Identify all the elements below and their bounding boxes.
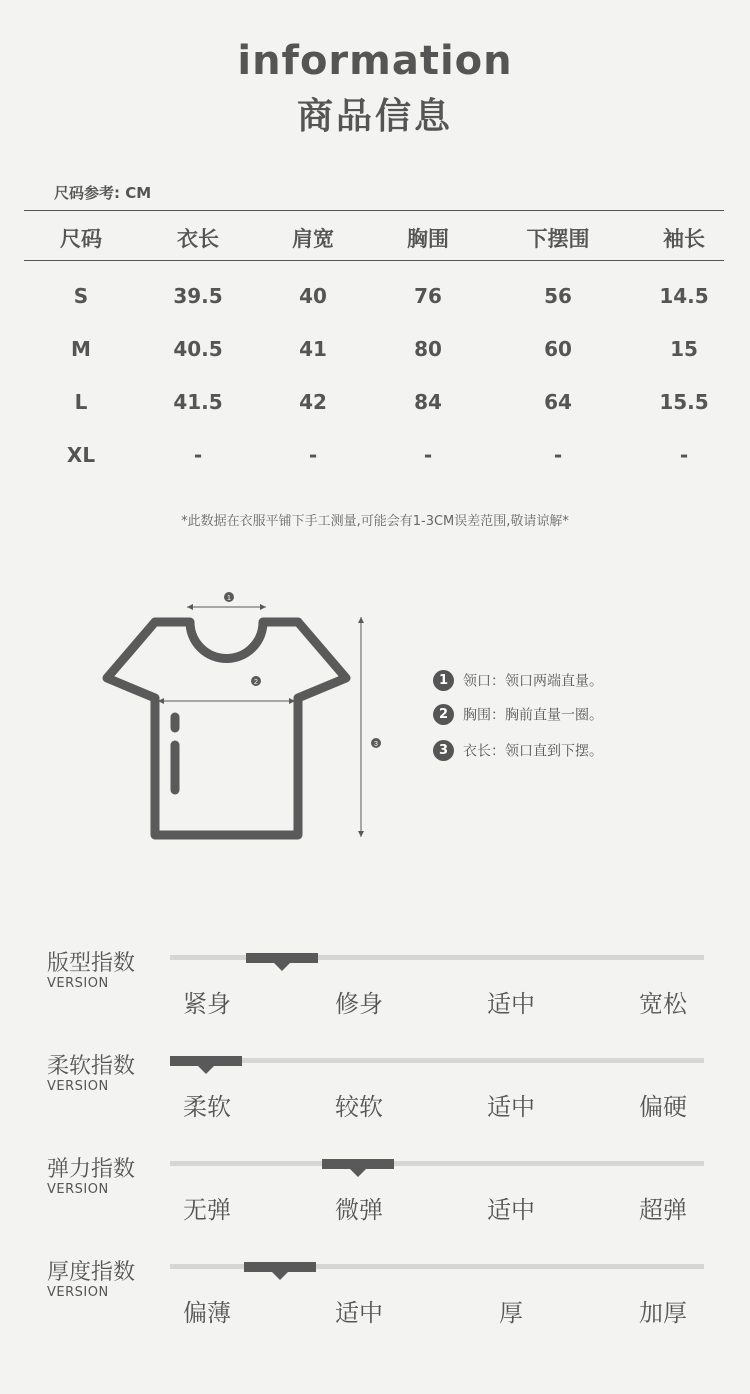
index-title: 版型指数 <box>47 951 136 976</box>
table-cell: M <box>71 337 91 361</box>
table-header-cell: 袖长 <box>663 227 705 251</box>
table-cell: 40 <box>299 284 327 308</box>
index-marker <box>244 1262 316 1272</box>
table-cell: - <box>553 443 563 467</box>
table-header-cell: 尺码 <box>60 227 102 251</box>
length-arrow-top <box>358 617 364 623</box>
neck-marker-label: 1 <box>227 595 231 602</box>
table-cell: 56 <box>544 284 572 308</box>
table-header-cell: 下摆围 <box>526 227 590 251</box>
table-cell: 76 <box>414 284 442 308</box>
index-title: 厚度指数 <box>47 1260 136 1285</box>
table-cell: S <box>73 284 89 308</box>
index-option: 偏薄 <box>183 1299 231 1327</box>
table-cell: 60 <box>544 337 572 361</box>
table-cell: 15 <box>670 337 698 361</box>
index-option: 适中 <box>487 1196 535 1224</box>
index-track <box>170 1161 704 1166</box>
legend-number: 3 <box>433 740 454 761</box>
index-option: 较软 <box>335 1093 383 1121</box>
title-cn: 商品信息 <box>296 96 453 137</box>
tshirt-diagram <box>100 585 390 854</box>
index-marker <box>170 1056 242 1066</box>
index-option: 柔软 <box>183 1093 231 1121</box>
index-option: 超弹 <box>639 1196 687 1224</box>
legend-text: 胸围：胸前直量一圈。 <box>463 707 603 724</box>
index-option: 加厚 <box>639 1299 687 1327</box>
neck-arrow-left <box>187 604 193 610</box>
index-marker <box>322 1159 394 1169</box>
table-cell: 14.5 <box>659 284 709 308</box>
table-cell: - <box>308 443 318 467</box>
index-option: 紧身 <box>183 990 231 1018</box>
table-cell: 39.5 <box>173 284 223 308</box>
index-subtitle: VERSION <box>47 1182 109 1197</box>
table-header-cell: 衣长 <box>177 227 219 251</box>
index-option: 宽松 <box>639 990 687 1018</box>
table-top-rule <box>24 210 724 211</box>
legend-item <box>433 704 603 725</box>
index-title: 柔软指数 <box>47 1054 136 1079</box>
table-header-cell: 胸围 <box>407 227 449 251</box>
table-cell: 41.5 <box>173 390 223 414</box>
index-option: 偏硬 <box>639 1093 687 1121</box>
tshirt-outline <box>107 622 346 835</box>
table-cell: L <box>74 390 88 414</box>
index-subtitle: VERSION <box>47 1285 109 1300</box>
legend-number: 1 <box>433 670 454 691</box>
table-cell: - <box>679 443 689 467</box>
index-subtitle: VERSION <box>47 976 109 991</box>
legend-item <box>433 740 603 761</box>
chest-marker-label: 2 <box>254 679 258 686</box>
table-cell: 42 <box>299 390 327 414</box>
title-en: information <box>237 38 513 84</box>
index-option: 适中 <box>487 990 535 1018</box>
table-cell: 64 <box>544 390 572 414</box>
legend-number: 2 <box>433 704 454 725</box>
index-marker <box>246 953 318 963</box>
legend-item <box>433 670 603 691</box>
index-track <box>170 1058 704 1063</box>
legend-text: 领口：领口两端直量。 <box>463 673 603 690</box>
length-arrow-bottom <box>358 831 364 837</box>
table-cell: - <box>193 443 203 467</box>
table-header-cell: 肩宽 <box>292 227 334 251</box>
table-cell: 80 <box>414 337 442 361</box>
length-marker-label: 3 <box>374 741 378 748</box>
table-header-rule <box>24 260 724 261</box>
index-option: 适中 <box>335 1299 383 1327</box>
legend-text: 衣长：领口直到下摆。 <box>463 743 603 760</box>
table-cell: XL <box>66 443 96 467</box>
index-option: 修身 <box>335 990 383 1018</box>
table-cell: - <box>423 443 433 467</box>
index-subtitle: VERSION <box>47 1079 109 1094</box>
unit-note: 尺码参考: CM <box>54 184 152 202</box>
table-cell: 84 <box>414 390 442 414</box>
index-option: 无弹 <box>183 1196 231 1224</box>
table-cell: 15.5 <box>659 390 709 414</box>
neck-arrow-right <box>260 604 266 610</box>
index-option: 厚 <box>499 1299 523 1327</box>
table-cell: 41 <box>299 337 327 361</box>
index-title: 弹力指数 <box>47 1157 136 1182</box>
index-option: 微弹 <box>335 1196 383 1224</box>
table-cell: 40.5 <box>173 337 223 361</box>
index-option: 适中 <box>487 1093 535 1121</box>
disclaimer: *此数据在衣服平铺下手工测量,可能会有1-3CM误差范围,敬请谅解* <box>181 514 569 529</box>
